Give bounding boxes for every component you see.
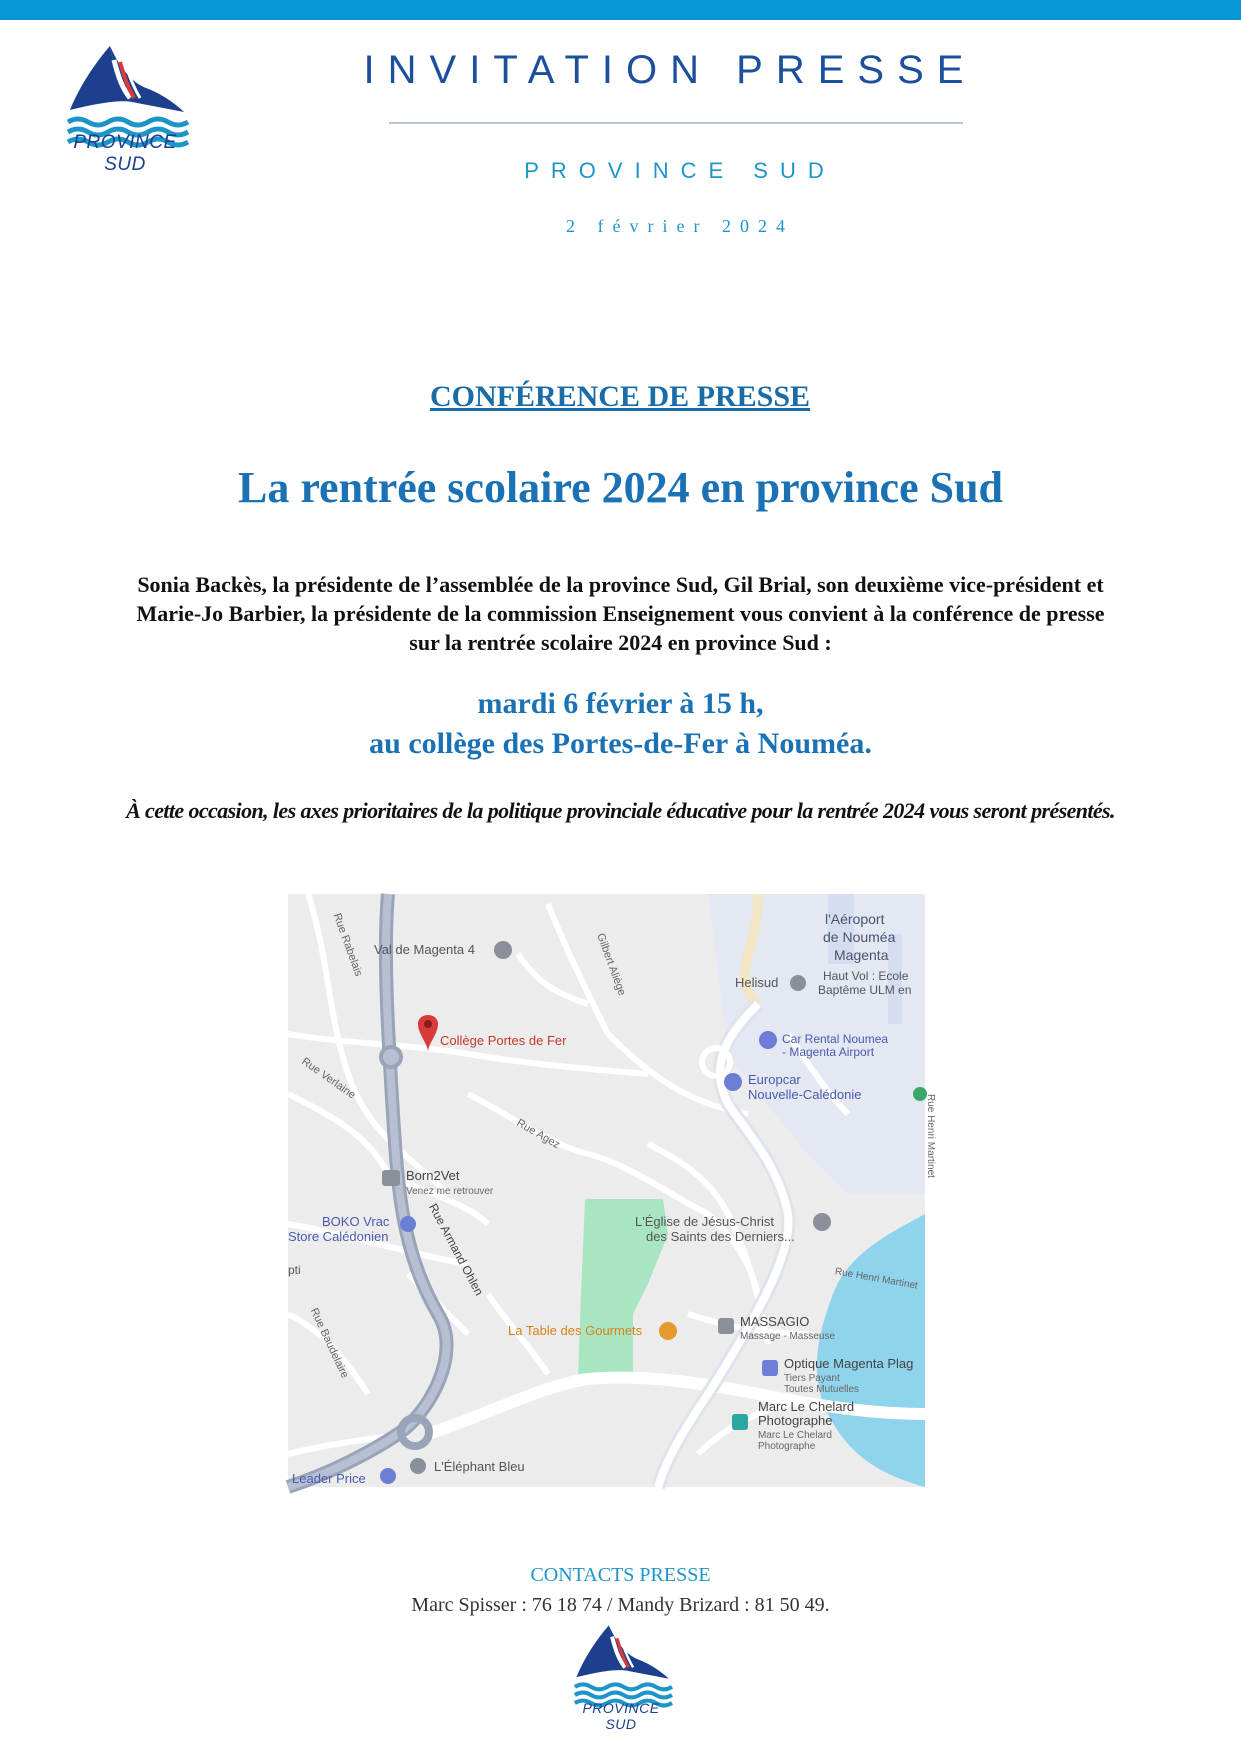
map-label-haut-vol-1: Haut Vol : Ecole xyxy=(823,969,909,983)
contacts-title: CONTACTS PRESSE xyxy=(530,1564,711,1586)
map-label-haut-vol-2: Baptême ULM en xyxy=(818,983,912,997)
map-label-elephant: L'Éléphant Bleu xyxy=(434,1459,525,1474)
map-label-helisud: Helisud xyxy=(735,975,779,990)
map-label-leader-price: Leader Price xyxy=(292,1471,366,1486)
residence-icon xyxy=(494,941,512,959)
map-label-airport-2: de Nouméa xyxy=(823,929,896,945)
map-label-eglise-2: des Saints des Derniers... xyxy=(646,1229,795,1244)
map-label-rue-verlaine: Rue Verlaine xyxy=(299,1055,358,1102)
map-label-massagio-sub: Massage - Masseuse xyxy=(740,1331,836,1342)
location-map[interactable] xyxy=(288,894,936,1487)
optician-icon xyxy=(762,1360,778,1376)
map-label-rue-henri: Rue Henri Martinet xyxy=(833,1266,919,1292)
restaurant-icon xyxy=(659,1322,677,1340)
province-sud-logo-footer xyxy=(570,1620,672,1732)
europcar-icon xyxy=(724,1073,742,1091)
top-accent-bar xyxy=(0,0,1241,20)
massage-icon xyxy=(718,1318,734,1334)
page-subtitle: PROVINCE SUD xyxy=(524,158,836,183)
shop-icon xyxy=(400,1216,416,1232)
map-label-born2vet-sub: Venez me retrouver xyxy=(406,1186,494,1197)
map-label-gilbert: Gilbert Aliège xyxy=(594,931,628,998)
map-label-airport-3: Magenta xyxy=(834,947,889,963)
map-label-car-rental-2: - Magenta Airport xyxy=(782,1045,875,1059)
map-label-optique-sub1: Tiers Payant xyxy=(784,1373,840,1384)
map-label-massagio: MASSAGIO xyxy=(740,1314,810,1329)
event-note: À cette occasion, les axes prioritaires de la politique provinciale éducative pour la rentrée 2024 vous seront présentés. xyxy=(126,798,1115,823)
helicopter-icon xyxy=(790,975,806,991)
contacts-line: Marc Spisser : 76 18 74 / Mandy Brizard : 81 50 49. xyxy=(411,1594,830,1616)
map-label-table-gourmets[interactable]: La Table des Gourmets xyxy=(508,1323,643,1338)
map-label-eglise-1: L'Église de Jésus-Christ xyxy=(635,1214,775,1229)
intro-paragraph: Sonia Backès, la présidente de l’assemblée de la province Sud, Gil Brial, son deuxième vice-président et Marie-Jo Barbier, la présidente de la commission Enseignement vous convient à la conférence de presse sur la rentrée scolaire 2024 en province Sud : xyxy=(136,572,1105,655)
map-label-college[interactable]: Collège Portes de Fer xyxy=(440,1033,567,1048)
map-label-fragment: pti xyxy=(288,1263,301,1277)
event-details xyxy=(150,684,1091,764)
logo-caption: PROVINCE SUD xyxy=(73,132,177,175)
province-sud-logo xyxy=(62,40,188,176)
sail-emblem-icon xyxy=(570,1620,672,1710)
map-label-chelard-2: Photographe xyxy=(758,1413,833,1428)
map-label-rue-baudelaire: Rue Baudelaire xyxy=(307,1306,351,1381)
map-label-airport-1: l'Aéroport xyxy=(825,911,885,927)
supermarket-icon xyxy=(380,1468,396,1484)
map-label-boko-1: BOKO Vrac xyxy=(322,1214,390,1229)
title-divider xyxy=(389,122,963,124)
map-label-europcar-1: Europcar xyxy=(748,1072,801,1087)
car-rental-icon xyxy=(759,1031,777,1049)
map-label-boko-2: Store Calédonien xyxy=(288,1229,389,1244)
event-when: mardi 6 février à 15 h, xyxy=(477,687,764,720)
map-label-val-magenta: Val de Magenta 4 xyxy=(374,942,475,957)
pet-store-icon xyxy=(382,1170,400,1186)
park-icon xyxy=(913,1087,927,1101)
map-label-optique-sub2: Toutes Mutuelles xyxy=(784,1384,860,1395)
publication-date: 2 février 2024 xyxy=(566,216,794,236)
map-label-rue-martinet: Rue Henri Martinet xyxy=(925,1094,936,1178)
map-label-chelard-sub2: Photographe xyxy=(758,1441,816,1452)
map-label-rue-rabelais: Rue Rabelais xyxy=(330,911,365,978)
map-label-chelard-sub1: Marc Le Chelard xyxy=(758,1430,832,1441)
car-wash-icon xyxy=(410,1458,426,1474)
event-where: au collège des Portes-de-Fer à Nouméa. xyxy=(369,727,872,760)
page-title: INVITATION PRESSE xyxy=(363,48,977,92)
map-label-chelard-1: Marc Le Chelard xyxy=(758,1399,855,1414)
map-label-car-rental-1: Car Rental Noumea xyxy=(782,1032,889,1046)
map-label-europcar-2: Nouvelle-Calédonie xyxy=(748,1087,862,1102)
logo-caption-footer: PROVINCE SUD xyxy=(582,1700,660,1732)
map-label-rue-agez: Rue Agez xyxy=(514,1116,562,1152)
headline: La rentrée scolaire 2024 en province Sud xyxy=(237,463,1004,512)
map-label-rue-armand: Rue Armand Ohlen xyxy=(425,1201,487,1298)
map-label-optique: Optique Magenta Plag xyxy=(784,1356,914,1371)
church-icon xyxy=(813,1213,831,1231)
map-label-born2vet: Born2Vet xyxy=(406,1168,460,1183)
camera-icon xyxy=(732,1414,748,1430)
section-kicker: CONFÉRENCE DE PRESSE xyxy=(429,380,811,413)
